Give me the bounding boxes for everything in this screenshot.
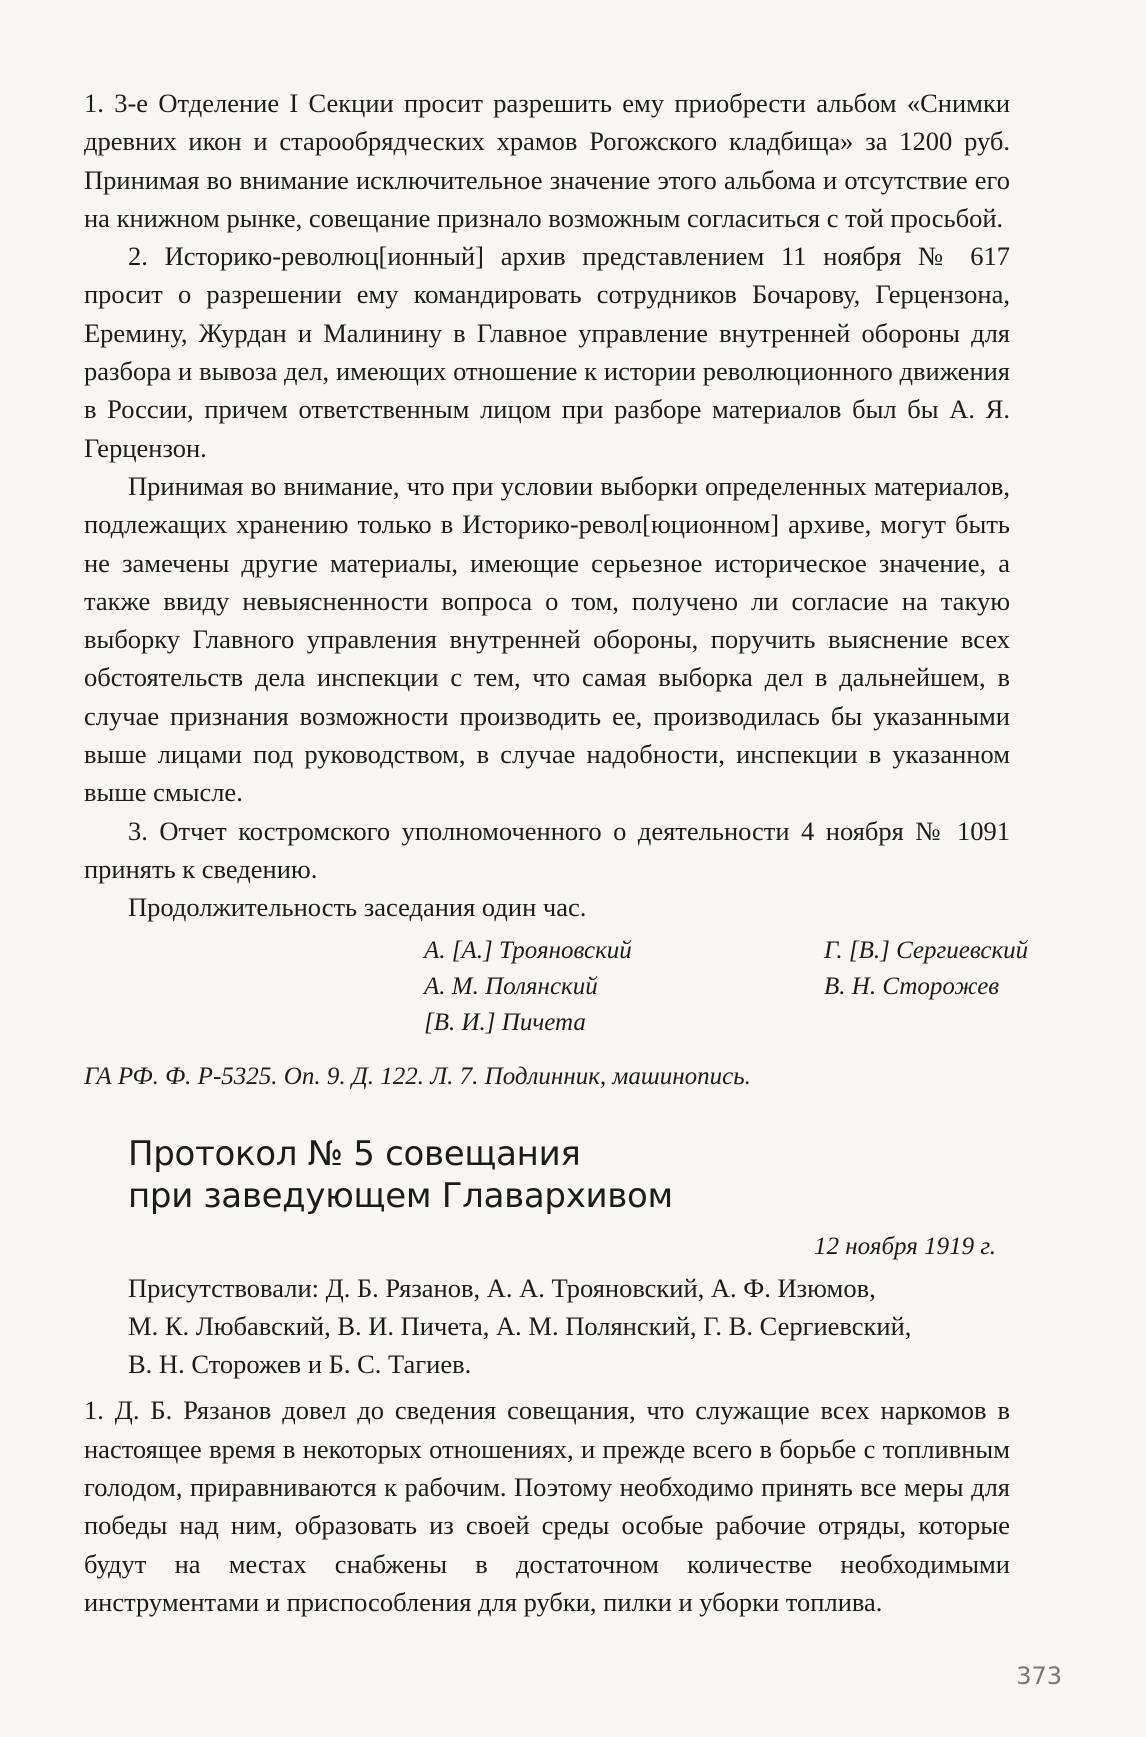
attendees — [84, 1269, 1010, 1384]
signature-row — [84, 933, 1029, 969]
protocol-title-line-1: Протокол № 5 совещания — [128, 1133, 581, 1174]
page-number: 373 — [1016, 1662, 1062, 1690]
paragraph-item-2: 2. Историко-революц[ионный] архив представлением 11 ноября № 617 просит о разрешении ему командировать сотрудников Бочарову, Герцензона, Еремину, Журдан и Малинину в Главное управление внутренней обороны для разбора и вывоза дел, имеющих отношение к истории революционного движения в России, причем ответственным лицом при разборе материалов был бы А. Я. Герцензон. — [84, 241, 1010, 463]
signature-sergievsky: Г. [В.] Сергиевский — [824, 936, 1029, 964]
paragraph-item-2-decision: Принимая во внимание, что при условии выборки определенных материалов, подлежащих хранению только в Историко-револ[юционном] архиве, могут быть не замечены другие материалы, имеющие серьезное историческое значение, а также ввиду невыясненности вопроса о том, получено ли согласие на такую выборку Главного управления внутренней обороны, поручить выяснение всех обстоятельств дела инспекции с тем, что самая выборка дел в дальнейшем, в случае признания возможности производить ее, производилась бы указанными выше лицами под руководством, в случае надобности, инспекции в указанном выше смысле. — [84, 470, 1010, 808]
protocol-date: 12 ноября 1919 г. — [814, 1232, 996, 1260]
attendees-line-2: М. К. Любавский, В. И. Пичета, А. М. Полянский, Г. В. Сергиевский, — [128, 1310, 912, 1341]
attendees-line-1: Присутствовали: Д. Б. Рязанов, А. А. Трояновский, А. Ф. Изюмов, — [128, 1272, 876, 1303]
source-note: ГА РФ. Ф. Р-5325. Оп. 9. Д. 122. Л. 7. Подлинник, машинопись. — [84, 1062, 751, 1090]
signature-picheta: [В. И.] Пичета — [424, 1008, 586, 1036]
paragraph-duration: Продолжительность заседания один час. — [128, 892, 587, 923]
attendees-line-3: В. Н. Сторожев и Б. С. Тагиев. — [128, 1349, 472, 1380]
page-body — [84, 84, 1029, 1621]
protocol-title — [84, 1133, 1010, 1217]
protocol-title-line-2: при заведующем Главархивом — [128, 1175, 673, 1216]
signatures — [84, 933, 1029, 1041]
signature-row — [84, 969, 1010, 1005]
signature-troyanovsky: А. [А.] Трояновский — [424, 936, 632, 964]
signature-storozhev: В. Н. Сторожев — [824, 972, 1000, 1000]
paragraph-item-3: 3. Отчет костромского уполномоченного о деятельности 4 ноября № 1091 принять к сведению. — [84, 815, 1010, 884]
paragraph-item-1: 1. 3-е Отделение I Секции просит разрешить ему приобрести альбом «Снимки древних икон и старообрядческих храмов Рогожского кладбища» за 1200 руб. Принимая во внимание исключительное значение этого альбома и отсутствие его на книжном рынке, совещание признало возможным согласиться с той просьбой. — [84, 88, 1010, 233]
signature-row — [84, 1005, 1010, 1041]
signature-polyansky: А. М. Полянский — [424, 972, 598, 1000]
protocol-item-1: 1. Д. Б. Рязанов довел до сведения совещания, что служащие всех наркомов в настоящее время в некоторых отношениях, и прежде всего в борьбе с топливным голодом, приравниваются к рабочим. Поэтому необходимо принять все меры для победы над ним, образовать из своей среды особые рабочие отряды, которые будут на местах снабжены в достаточном количестве необходимыми инструментами и приспособления для рубки, пилки и уборки топлива. — [84, 1395, 1010, 1617]
